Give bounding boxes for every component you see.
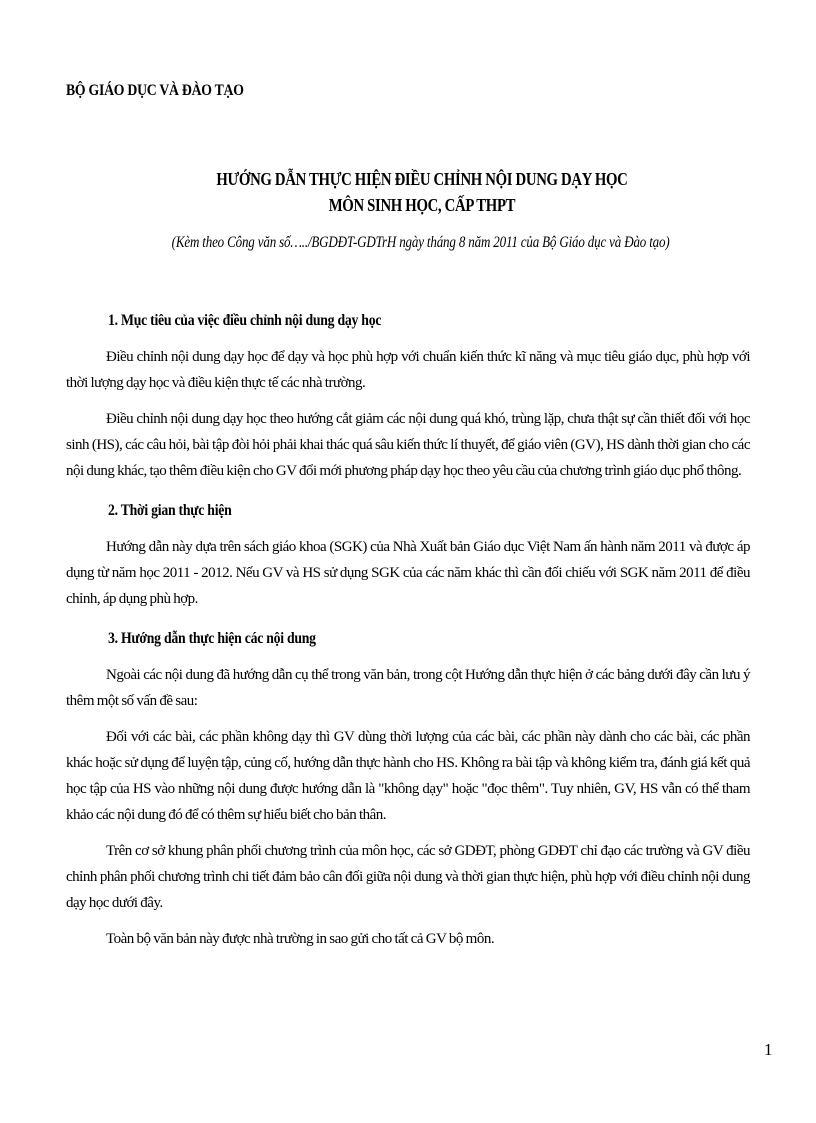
section-objectives — [66, 312, 750, 484]
title-line-1: HƯỚNG DẪN THỰC HIỆN ĐIỀU CHỈNH NỘI DUNG DẠY HỌC — [216, 169, 628, 189]
title-line-2: MÔN SINH HỌC, CẤP THPT — [328, 195, 516, 215]
document-body — [66, 312, 750, 962]
paragraph: Hướng dẫn này dựa trên sách giáo khoa (SGK) của Nhà Xuất bản Giáo dục Việt Nam ấn hành năm 2011 và được áp dụng từ năm học 2011 - 2012. Nếu GV và HS sử dụng SGK của các năm khác thì cần đối chiếu với SGK năm 2011 để điều chỉnh, áp dụng phù hợp. — [66, 539, 750, 607]
section-heading: 3. Hướng dẫn thực hiện các nội dung — [108, 630, 316, 647]
document-title — [0, 166, 816, 218]
paragraph: Trên cơ sở khung phân phối chương trình của môn học, các sở GDĐT, phòng GDĐT chỉ đạo các trường và GV điều chỉnh phân phối chương trình chi tiết đảm bảo cân đối giữa nội dung và thời gian thực hiện, phù hợp với điều chỉnh nội dung dạy học dưới đây. — [66, 843, 750, 911]
paragraph: Ngoài các nội dung đã hướng dẫn cụ thể trong văn bản, trong cột Hướng dẫn thực hiện ở các bảng dưới đây cần lưu ý thêm một số vấn đề sau: — [66, 667, 750, 709]
section-heading: 1. Mục tiêu của việc điều chỉnh nội dung dạy học — [108, 312, 382, 329]
document-subtitle: (Kèm theo Công văn số…../BGDĐT-GDTrH ngày tháng 8 năm 2011 của Bộ Giáo dục và Đào tạo) — [171, 234, 670, 251]
page-number: 1 — [764, 1040, 773, 1059]
paragraph: Toàn bộ văn bản này được nhà trường in sao gửi cho tất cả GV bộ môn. — [106, 931, 495, 947]
paragraph: Điều chỉnh nội dung dạy học để dạy và học phù hợp với chuẩn kiến thức kĩ năng và mục tiêu giáo dục, phù hợp với thời lượng dạy học và điều kiện thực tế các nhà trường. — [66, 349, 750, 391]
section-guidance — [66, 630, 750, 952]
paragraph: Đối với các bài, các phần không dạy thì GV dùng thời lượng của các bài, các phần này dành cho các bài, các phần khác hoặc sử dụng để luyện tập, củng cố, hướng dẫn thực hành cho HS. Không ra bài tập và không kiểm tra, đánh giá kết quả học tập của HS vào những nội dung được hướng dẫn là "không dạy" hoặc "đọc thêm". Tuy nhiên, GV, HS vẫn có thể tham khảo các nội dung đó để có thêm sự hiểu biết cho bản thân. — [66, 729, 750, 823]
ministry-name: BỘ GIÁO DỤC VÀ ĐÀO TẠO — [66, 82, 244, 99]
paragraph: Điều chỉnh nội dung dạy học theo hướng cắt giảm các nội dung quá khó, trùng lặp, chưa thật sự cần thiết đối với học sinh (HS), các câu hỏi, bài tập đòi hỏi phải khai thác quá sâu kiến thức lí thuyết, để giáo viên (GV), HS dành thời gian cho các nội dung khác, tạo thêm điều kiện cho GV đổi mới phương pháp dạy học theo yêu cầu của chương trình giáo dục phổ thông. — [66, 411, 750, 479]
section-timeline — [66, 502, 750, 612]
section-heading: 2. Thời gian thực hiện — [108, 502, 232, 519]
